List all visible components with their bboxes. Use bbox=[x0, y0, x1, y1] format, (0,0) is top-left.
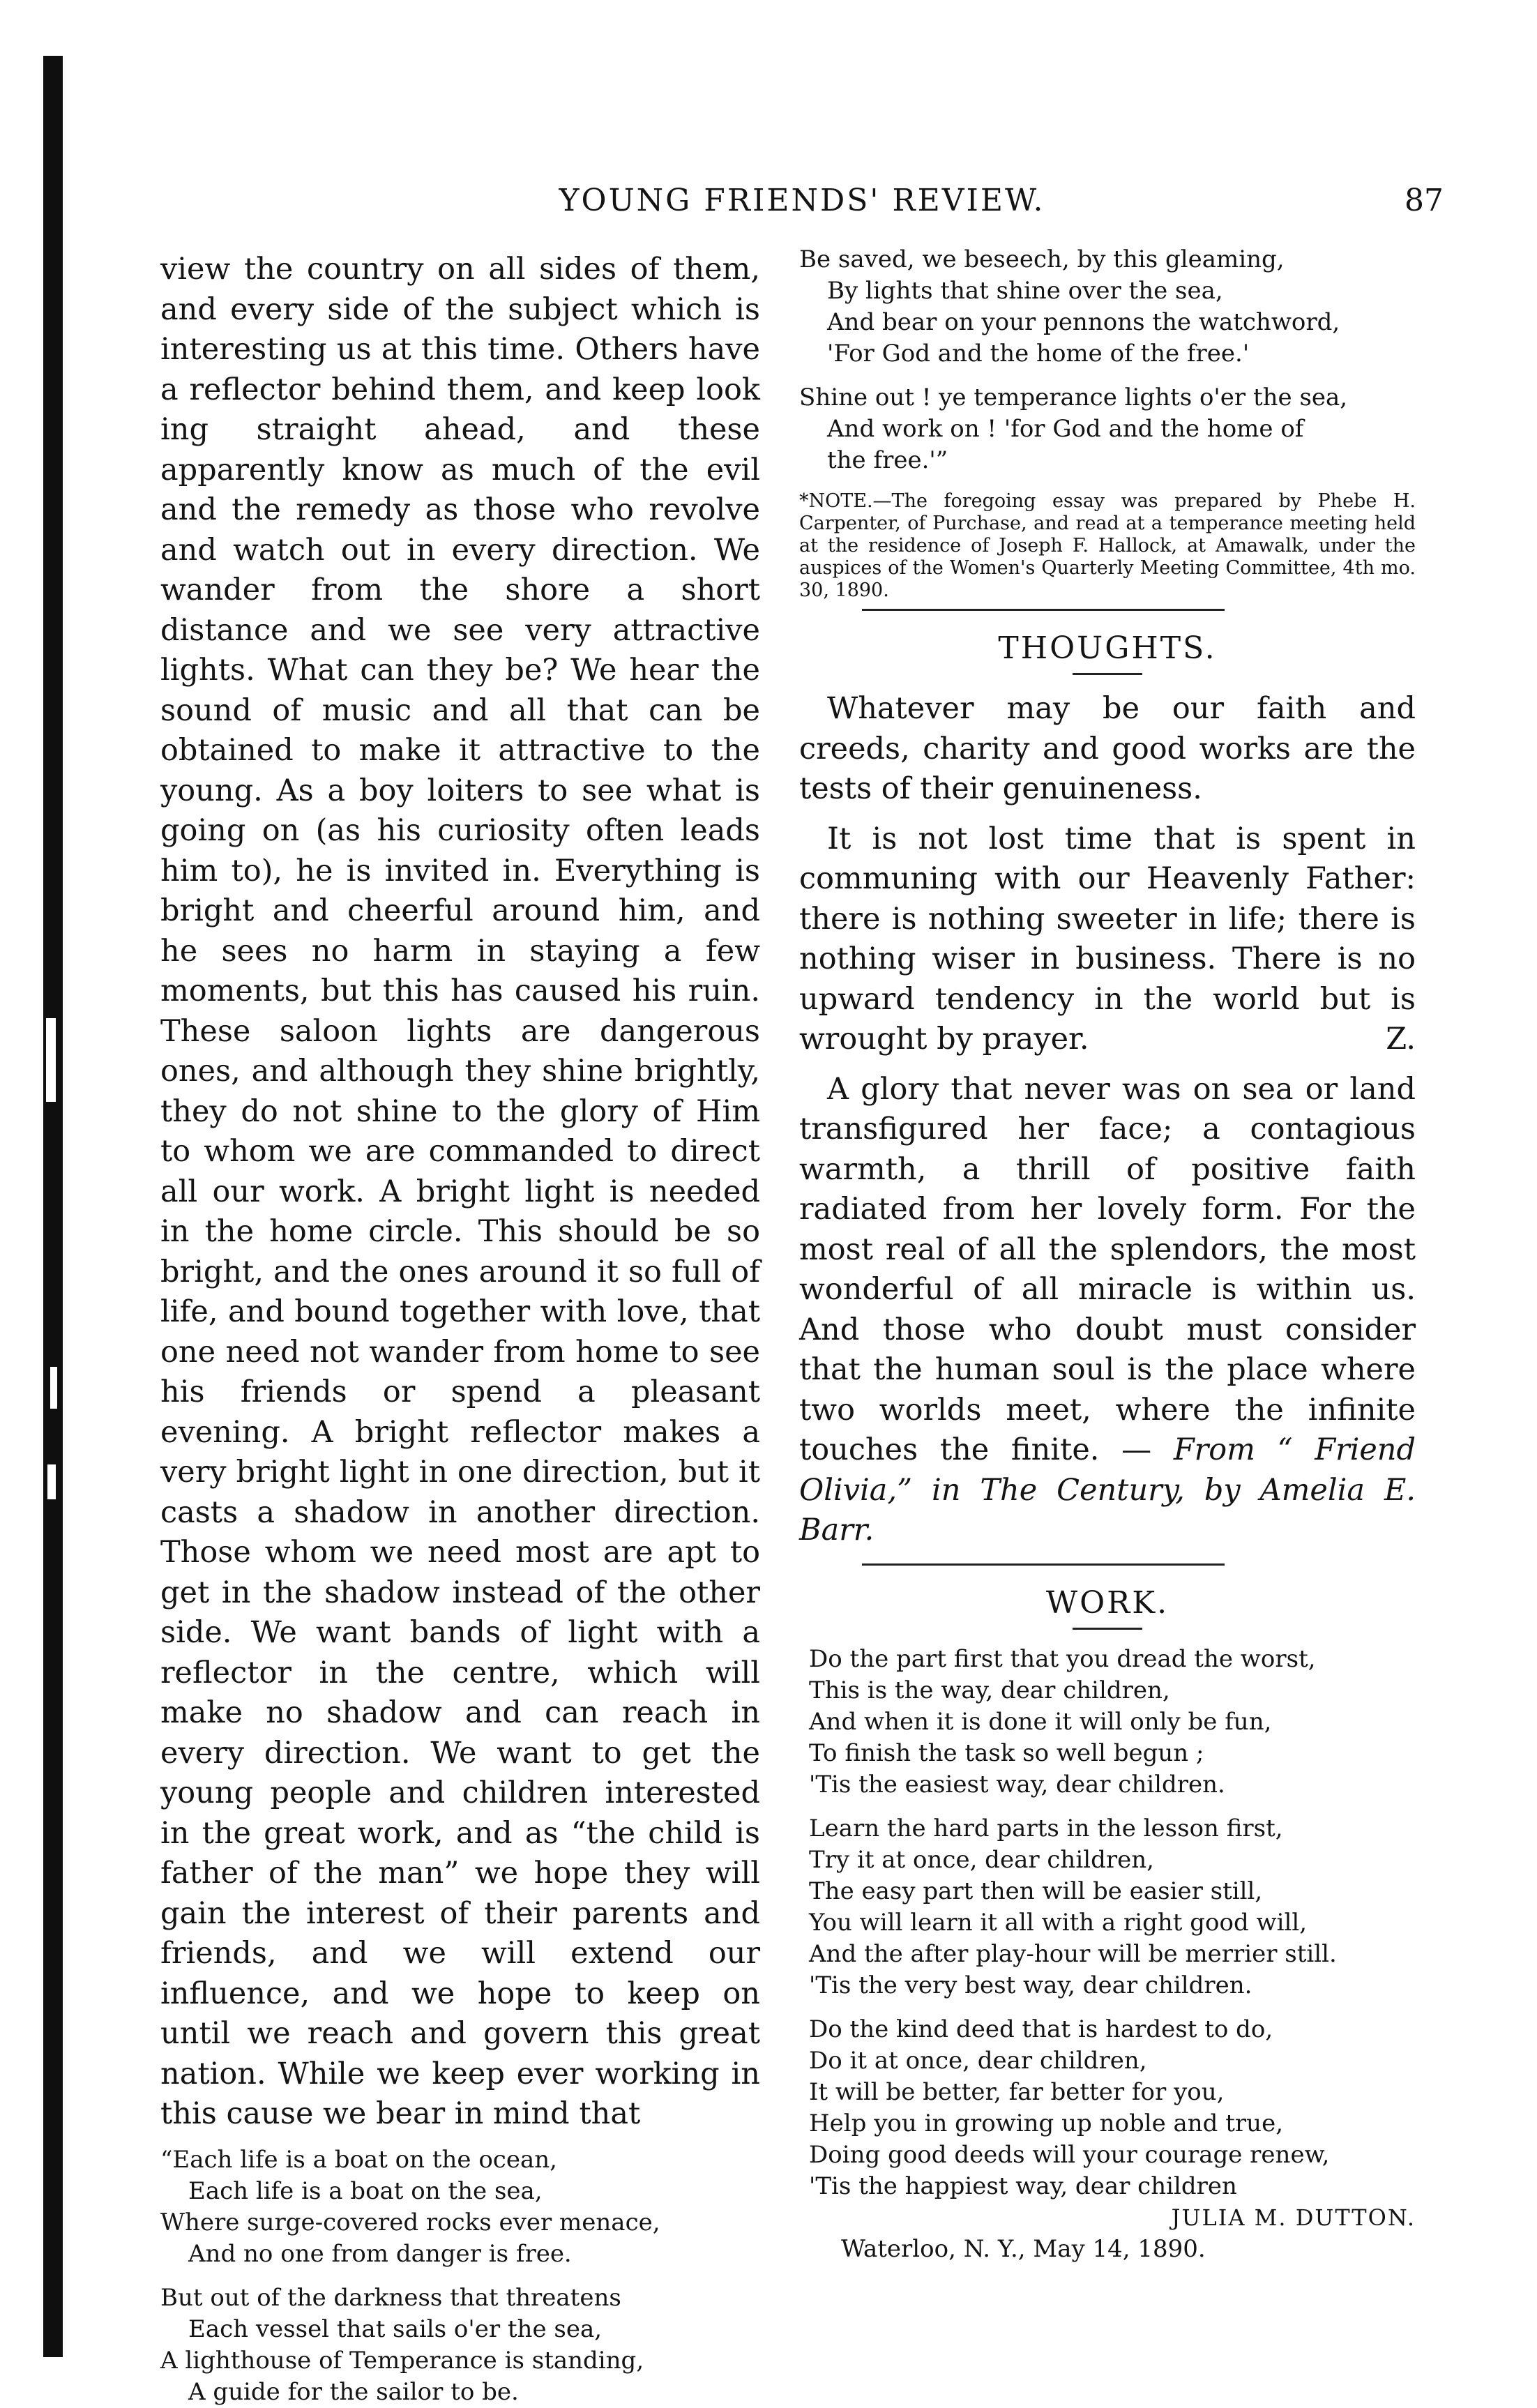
thought-text: It is not lost time that is spent in communing with our Heavenly Father: there is nothing sweeter in life; there is nothing wiser in business. There is no upward tendency in the world but is wrought by prayer. bbox=[799, 821, 1416, 1057]
page-header bbox=[160, 183, 1444, 232]
poem-line: You will learn it all with a right good will, bbox=[809, 1908, 1308, 1937]
thought-attribution: From “ Friend Olivia,” in The Century, by Amelia E. Barr. bbox=[799, 1432, 1416, 1547]
poem-line: 'Tis the happiest way, dear children bbox=[809, 2172, 1237, 2200]
poem-line: A guide for the sailor to be. bbox=[188, 2377, 519, 2406]
binding-edge bbox=[43, 56, 63, 2357]
poem-line: Shine out ! ye temperance lights o'er the sea, bbox=[799, 384, 1348, 411]
thought-paragraph bbox=[799, 1070, 1416, 1551]
title-rule bbox=[1073, 673, 1142, 675]
thought-paragraph bbox=[799, 819, 1416, 1060]
poem-line: And no one from danger is free. bbox=[188, 2239, 572, 2268]
poem-line: 'For God and the home of the free.' bbox=[827, 340, 1250, 368]
poem-line: Do the part first that you dread the worst, bbox=[809, 1644, 1316, 1673]
binding-mark bbox=[50, 1367, 57, 1409]
stanza-break bbox=[799, 370, 1416, 382]
poem-place-date: Waterloo, N. Y., May 14, 1890. bbox=[841, 2234, 1206, 2263]
poem-line: 'Tis the easiest way, dear children. bbox=[809, 1770, 1225, 1799]
poem-line: It will be better, far better for you, bbox=[809, 2077, 1225, 2106]
poem-line: Each life is a boat on the sea, bbox=[188, 2176, 543, 2205]
poem-line: This is the way, dear children, bbox=[809, 1676, 1170, 1704]
binding-mark bbox=[47, 1464, 56, 1499]
thoughts-title: THOUGHTS. bbox=[998, 630, 1217, 666]
divider bbox=[862, 609, 1225, 611]
poem-author: JULIA M. DUTTON. bbox=[1171, 2204, 1416, 2231]
poem-line: And work on ! 'for God and the home of bbox=[827, 415, 1304, 443]
essay-paragraph: view the country on all sides of them, and every side of the subject which is interesting us at this time. Others have a reflector behind them, and keep look ing straight ahead, and these apparently know as much of the evil and the remedy as those who revolve and watch out in every direction. We wander from the shore a short distance and we see very attractive lights. What can they be? We hear the sound of music and all that can be obtained to make it attractive to the young. As a boy loiters to see what is going on (as his curiosity often leads him to), he is invited in. Everything is bright and cheerful around him, and he sees no harm in staying a few moments, but this has caused his ruin. These saloon lights are dangerous ones, and although they shine brightly, they do not shine to the glory of Him to whom we are commanded to direct all our work. A bright light is needed in the home circle. This should be so bright, and the ones around it so full of life, and bound together with love, that one need not wander from home to see his friends or spend a pleasant evening. A bright reflector makes a very bright light in one direction, but it casts a shadow in another direction. Those whom we need most are apt to get in the shadow instead of the other side. We want bands of light with a reflector in the centre, which will make no shadow and can reach in every direction. We want to get the young people and children interested in the great work, and as “the child is father of the man” we hope they will gain the interest of their parents and friends, and we will extend our influence, and we hope to keep on until we reach and govern this great nation. While we keep ever working in this cause we bear in mind that bbox=[160, 252, 760, 2131]
right-column bbox=[799, 244, 1416, 2265]
page-number: 87 bbox=[1404, 183, 1444, 218]
poem-line: Each vessel that sails o'er the sea, bbox=[188, 2315, 603, 2343]
divider bbox=[862, 1563, 1225, 1566]
temperance-poem-continued bbox=[799, 244, 1416, 476]
work-poem bbox=[809, 1644, 1416, 2202]
poem-line: To finish the task so well begun ; bbox=[809, 1739, 1204, 1767]
poem-line: Be saved, we beseech, by this gleaming, bbox=[799, 245, 1285, 273]
title-rule bbox=[1073, 1628, 1142, 1630]
poem-line: Try it at once, dear children, bbox=[809, 1845, 1154, 1874]
poem-line: By lights that shine over the sea, bbox=[827, 277, 1223, 305]
thought-text: A glory that never was on sea or land transfigured her face; a contagious warmth, a thrill of positive faith radiated from her lovely form. For the most real of all the splendors, the most wonderful of all miracle is within us. And those who doubt must consider that the human soul is the place where two worlds meet, where the infinite touches the finite. — bbox=[799, 1071, 1416, 1467]
poem-line: Learn the hard parts in the lesson first, bbox=[809, 1814, 1283, 1842]
left-column bbox=[160, 250, 760, 2408]
poem-line: Help you in growing up noble and true, bbox=[809, 2109, 1283, 2137]
poem-line: But out of the darkness that threatens bbox=[160, 2283, 621, 2312]
poem-line: Where surge-covered rocks ever menace, bbox=[160, 2208, 660, 2236]
poem-line: And the after play-hour will be merrier still. bbox=[809, 1939, 1337, 1968]
journal-title: YOUNG FRIENDS' REVIEW. bbox=[559, 183, 1045, 218]
poem-line: Doing good deeds will your courage renew, bbox=[809, 2140, 1330, 2169]
binding-mark bbox=[46, 1018, 56, 1102]
poem-line: Do it at once, dear children, bbox=[809, 2046, 1147, 2075]
poem-line: A lighthouse of Temperance is standing, bbox=[160, 2346, 644, 2375]
stanza-break bbox=[809, 2001, 1416, 2014]
poem-line: And bear on your pennons the watchword, bbox=[827, 308, 1340, 336]
poem-line: 'Tis the very best way, dear children. bbox=[809, 1971, 1252, 1999]
work-title: WORK. bbox=[1045, 1584, 1169, 1621]
poem-line: And when it is done it will only be fun, bbox=[809, 1707, 1272, 1736]
poem-line: Do the kind deed that is hardest to do, bbox=[809, 2015, 1273, 2043]
poem-line: The easy part then will be easier still, bbox=[809, 1877, 1263, 1905]
temperance-poem bbox=[160, 2144, 760, 2408]
stanza-break bbox=[160, 2270, 760, 2282]
thought-signature: Z. bbox=[1386, 1022, 1416, 1057]
thought-paragraph: Whatever may be our faith and creeds, charity and good works are the tests of their genuineness. bbox=[799, 691, 1416, 806]
stanza-break bbox=[809, 1801, 1416, 1813]
poem-line: “Each life is a boat on the ocean, bbox=[160, 2145, 557, 2174]
poem-line: the free.'” bbox=[827, 446, 948, 474]
footnote: *NOTE.—The foregoing essay was prepared by Phebe H. Carpenter, of Purchase, and read at a temperance meeting held at the residence of Joseph F. Hallock, at Amawalk, under the auspices of the Women's Quarterly Meeting Committee, 4th mo. 30, 1890. bbox=[799, 490, 1416, 601]
